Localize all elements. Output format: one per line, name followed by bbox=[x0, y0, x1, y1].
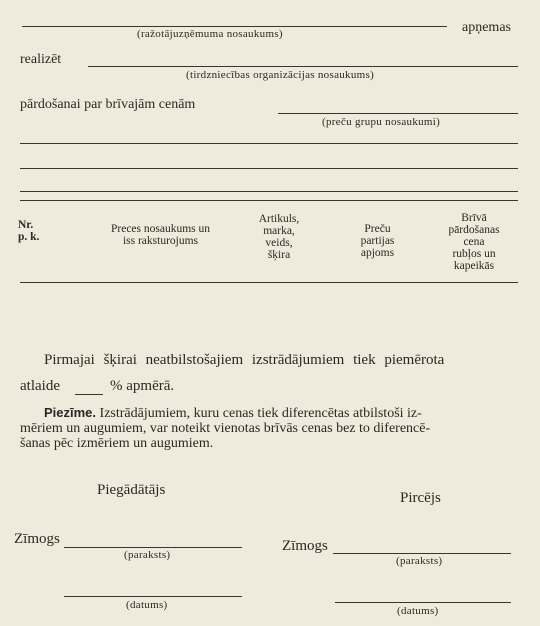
supplier-signature-line[interactable] bbox=[64, 547, 242, 548]
col-header-article: Artikuls, marka, veids, šķira bbox=[258, 213, 300, 261]
supplier-date-caption: (datums) bbox=[126, 599, 168, 611]
goods-group-caption: (preču grupu nosaukumi) bbox=[322, 116, 441, 128]
producer-name-caption: (ražotājuzņēmuma nosaukums) bbox=[137, 28, 283, 40]
discount-line-1: Pirmajai šķirai neatbilstošajiem izstrādājumiem tiek piemērota bbox=[44, 352, 445, 368]
supplier-date-line[interactable] bbox=[64, 596, 242, 597]
free-price-phrase: pārdošanai par brīvajām cenām bbox=[20, 97, 196, 112]
blank-line-2[interactable] bbox=[20, 168, 518, 169]
discount-suffix: % apmērā. bbox=[110, 378, 175, 394]
col-header-goods: Preces nosaukums un iss raksturojums bbox=[110, 223, 210, 247]
goods-group-line[interactable] bbox=[278, 113, 518, 114]
producer-name-line[interactable] bbox=[22, 26, 447, 27]
buyer-signature-line[interactable] bbox=[333, 553, 511, 554]
buyer-date-line[interactable] bbox=[335, 602, 511, 603]
note-line-3: šanas pēc izmēriem un augumiem. bbox=[20, 436, 214, 451]
col-header-volume: Preču partijas apjoms bbox=[360, 223, 395, 259]
col-header-nr: Nr. p. k. bbox=[18, 219, 40, 243]
apnemas-text: apņemas bbox=[462, 20, 511, 35]
buyer-date-caption: (datums) bbox=[397, 605, 439, 617]
supplier-signature-caption: (paraksts) bbox=[124, 549, 171, 561]
discount-percent-field[interactable] bbox=[75, 394, 103, 395]
blank-line-3[interactable] bbox=[20, 191, 518, 192]
supplier-stamp-label: Zīmogs bbox=[14, 531, 60, 547]
discount-prefix: atlaide bbox=[20, 378, 60, 394]
buyer-stamp-label: Zīmogs bbox=[282, 538, 328, 554]
buyer-title: Pircējs bbox=[400, 490, 441, 506]
note-line-2: mēriem un augumiem, var noteikt vienotas brīvās cenas bez to diferencē- bbox=[20, 421, 431, 436]
note-line-1: Izstrādājumiem, kuru cenas tiek diferencētas atbilstoši iz- bbox=[99, 406, 422, 421]
table-top-rule bbox=[20, 200, 518, 201]
col-header-price: Brīvā pārdošanas cena rubļos un kapeikās bbox=[448, 212, 500, 272]
blank-line-1[interactable] bbox=[20, 143, 518, 144]
buyer-signature-caption: (paraksts) bbox=[396, 555, 443, 567]
trade-org-caption: (tirdzniecības organizācijas nosaukums) bbox=[186, 69, 375, 81]
table-bottom-rule bbox=[20, 282, 518, 283]
supplier-title: Piegādātājs bbox=[97, 482, 166, 498]
note-label: Piezīme. bbox=[44, 405, 97, 420]
realizet-text: realizēt bbox=[20, 52, 62, 67]
trade-org-line[interactable] bbox=[88, 66, 518, 67]
note-paragraph bbox=[20, 405, 518, 451]
